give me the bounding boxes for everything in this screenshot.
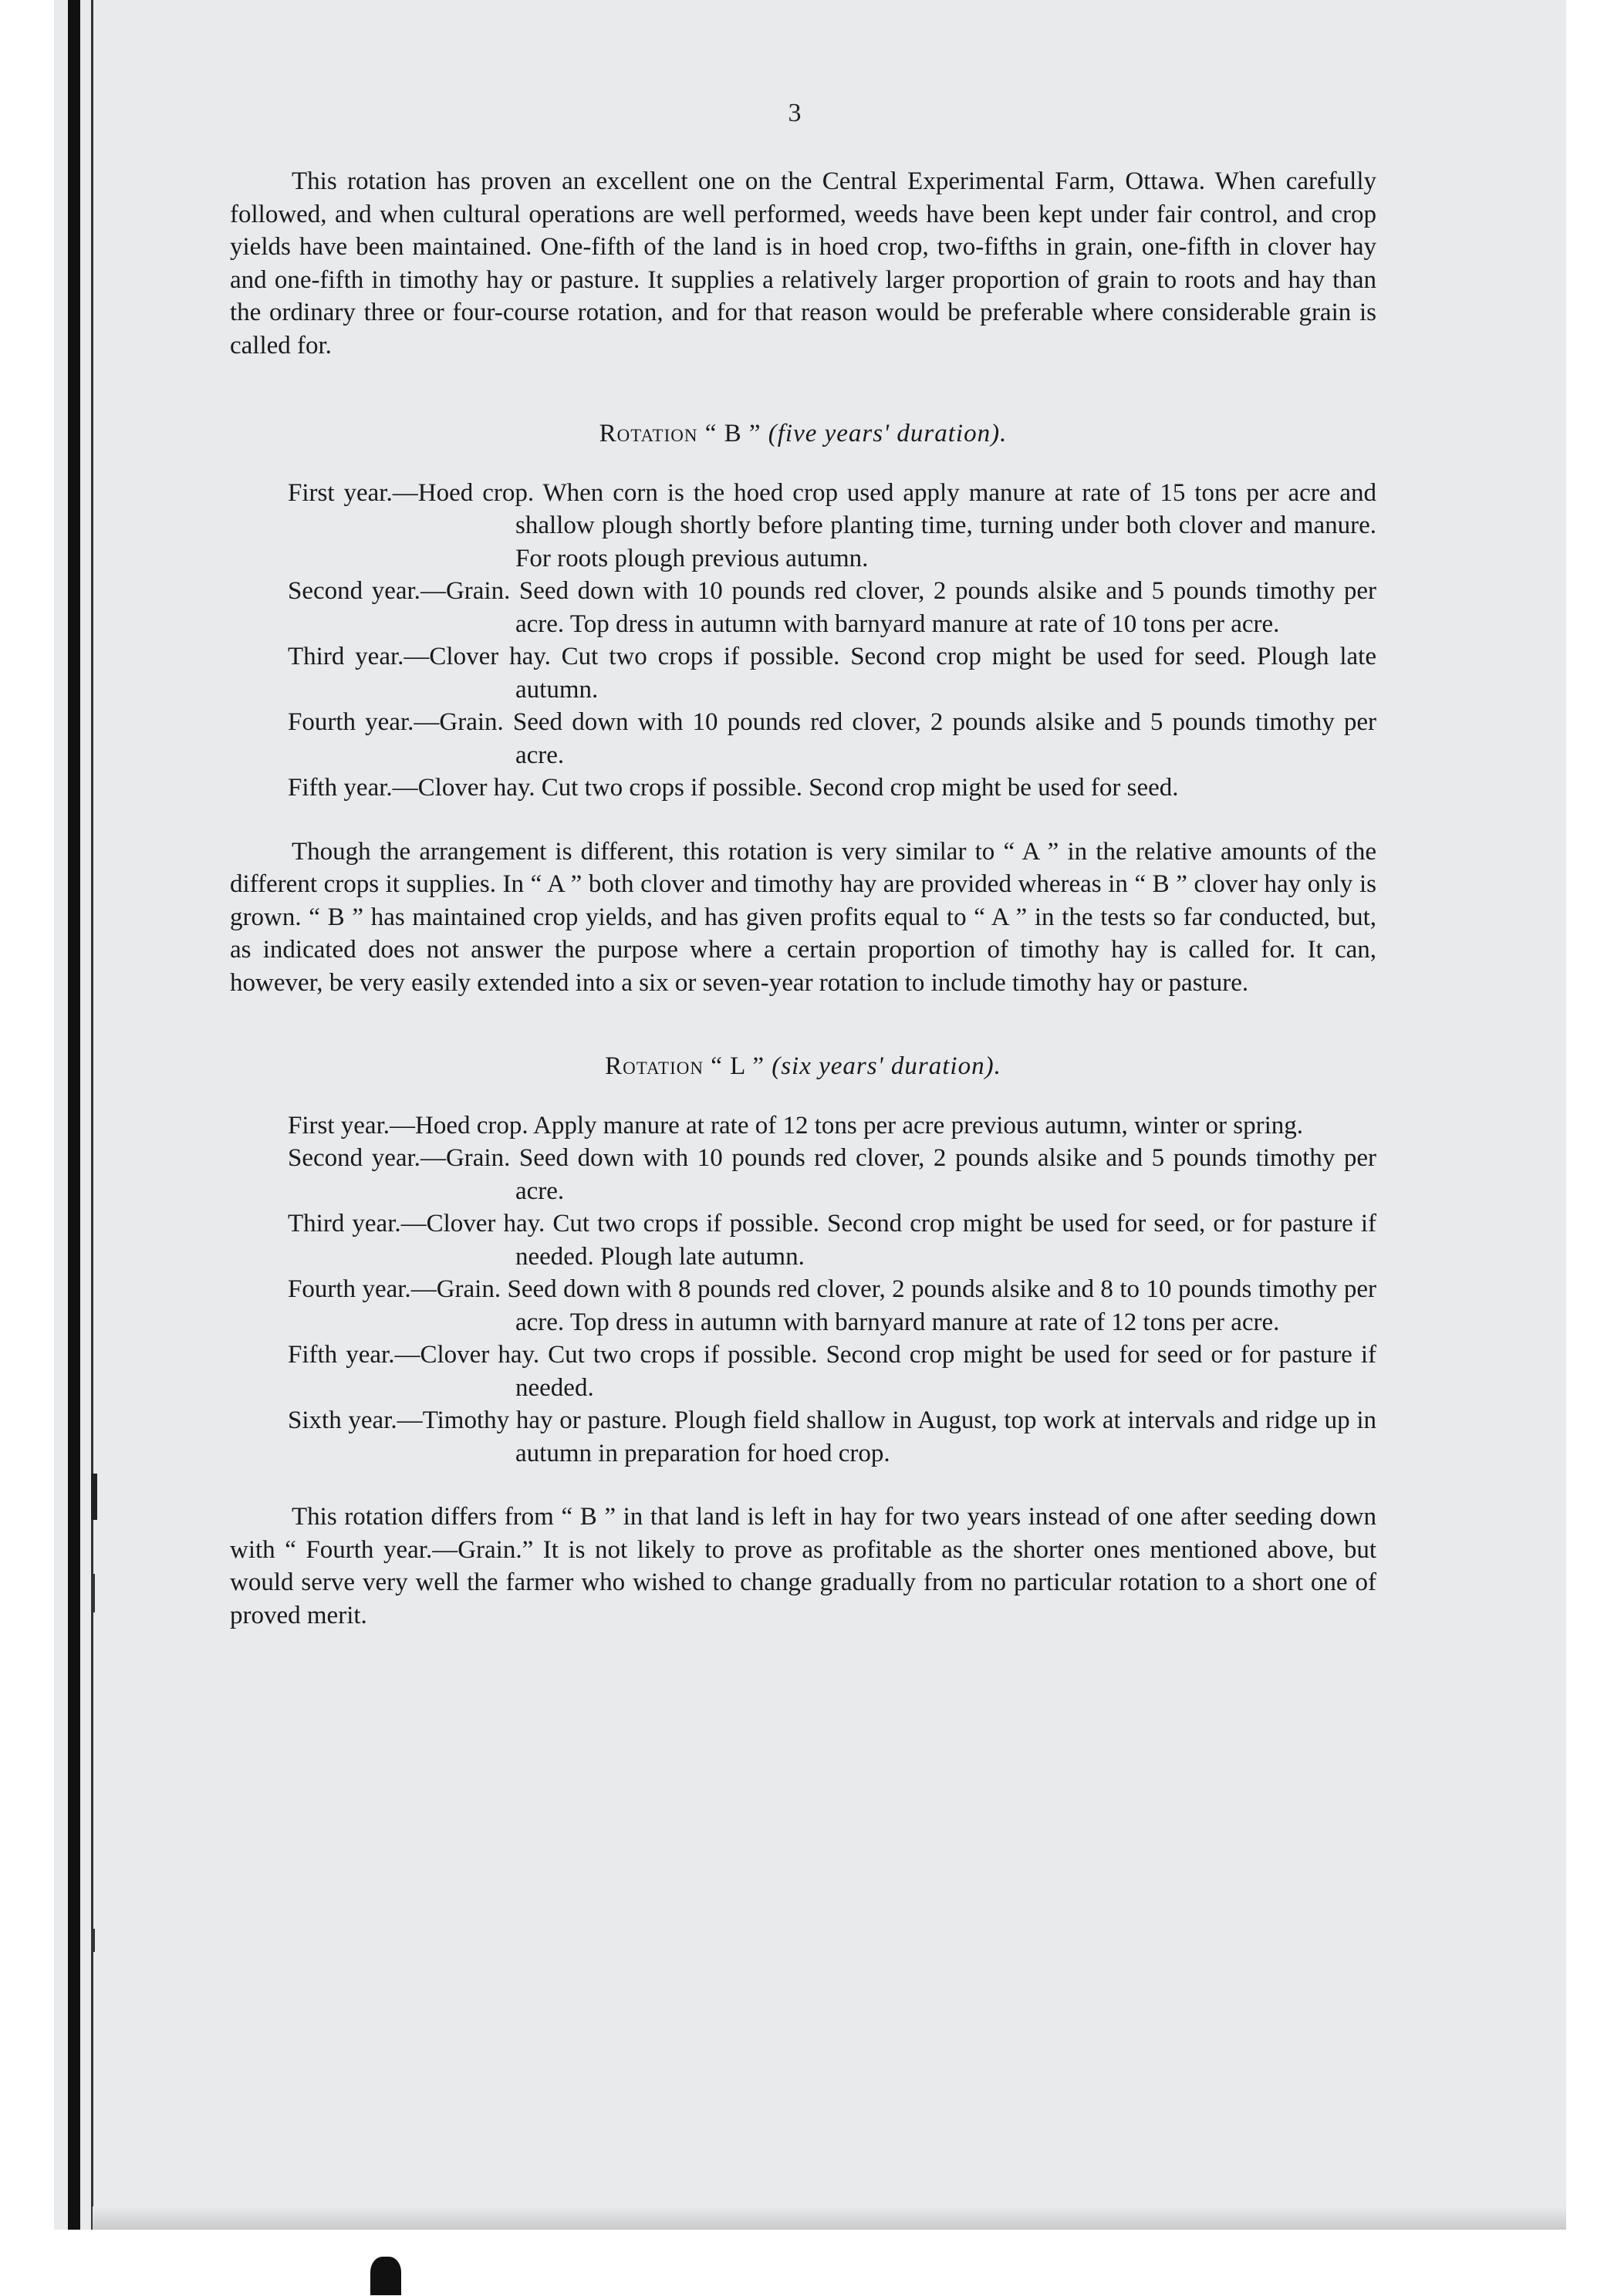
rotation-b-entry [230, 477, 1376, 576]
rotation-b-duration: (five years' duration). [768, 420, 1008, 447]
entry-year-label: Fifth year. [288, 774, 393, 802]
entry-year-label: Third year. [288, 643, 404, 670]
entry-year-label: Third year. [288, 1210, 401, 1237]
left-margin [0, 0, 54, 2296]
rotation-b-entry [230, 575, 1376, 640]
entry-year-label: First year. [288, 478, 393, 507]
rotation-b-entry [230, 706, 1376, 772]
right-margin [1566, 0, 1604, 2296]
rotation-l-entry [230, 1207, 1376, 1273]
entry-text: —Clover hay. Cut two crops if possible. Second crop might be used for seed. Plough late autumn. [404, 643, 1376, 704]
entry-text: —Clover hay. Cut two crops if possible. Second crop might be used for seed, or for pasture if needed. Plough late autumn. [400, 1210, 1376, 1271]
rotation-b-entry [230, 640, 1376, 706]
entry-text: —Clover hay. Cut two crops if possible. Second crop might be used for seed. [392, 774, 1179, 802]
entry-year-label: Fifth year. [288, 1341, 395, 1369]
entry-year-label: Second year. [288, 577, 420, 605]
entry-text: —Timothy hay or pasture. Plough field shallow in August, top work at intervals and ridge up in autumn in preparation for hoed crop. [397, 1406, 1376, 1467]
scan-artifact [91, 1574, 95, 1612]
rotation-l-entries [230, 1109, 1376, 1470]
rotation-b-heading [230, 417, 1376, 451]
entry-year-label: Sixth year. [288, 1406, 397, 1434]
entry-text: —Hoed crop. Apply manure at rate of 12 tons per acre previous autumn, winter or spring. [389, 1111, 1303, 1140]
page-content [230, 165, 1376, 1632]
intro-paragraph: This rotation has proven an excellent one on the Central Experimental Farm, Ottawa. When carefully followed, and when cultural operations are well performed, weeds have been kept under fair control, and crop yields have been maintained. One-fifth of the land is in hoed crop, two-fifths in grain, one-fifth in clover hay and one-fifth in timothy hay or pasture. It supplies a relatively larger proportion of grain to roots and hay than the ordinary three or four-course rotation, and for that reason would be preferable where considerable grain is called for. [230, 167, 1376, 360]
rotation-l-entry [230, 1339, 1376, 1404]
rotation-l-entry [230, 1273, 1376, 1339]
middle-paragraph: Though the arrangement is different, this rotation is very similar to “ A ” in the relative amounts of the different crops it supplies. In “ A ” both clover and timothy hay are provided whereas in “ B ” clover hay only is grown. “ B ” has maintained crop yields, and has given profits equal to “ A ” in the tests so far conducted, but, as indicated does not answer the purpose where a certain proportion of timothy hay is called for. It can, however, be very easily extended into a six or seven-year rotation to include timothy hay or pasture. [230, 837, 1376, 997]
binding-spine [68, 0, 80, 2296]
entry-text: —Grain. Seed down with 10 pounds red clover, 2 pounds alsike and 5 pounds timothy per acre. [420, 1144, 1376, 1205]
entry-text: —Hoed crop. When corn is the hoed crop used apply manure at rate of 15 tons per acre and shallow plough shortly before planting time, turning under both clover and manure. For roots plough previous autumn. [392, 478, 1377, 572]
scan-artifact [91, 1929, 95, 1952]
scan-artifact [91, 1474, 97, 1520]
rotation-l-title: Rotation “ L ” [605, 1052, 765, 1080]
page-number: 3 [788, 99, 802, 127]
entry-text: —Grain. Seed down with 10 pounds red clover, 2 pounds alsike and 5 pounds timothy per acre. Top dress in autumn with barnyard manure at rate of 10 tons per acre. [420, 577, 1376, 638]
entry-text: —Grain. Seed down with 8 pounds red clover, 2 pounds alsike and 8 to 10 pounds timothy per acre. Top dress in autumn with barnyard manure at rate of 12 tons per acre. [410, 1275, 1376, 1336]
entry-year-label: First year. [288, 1111, 390, 1140]
rotation-l-duration: (six years' duration). [772, 1052, 1001, 1080]
rotation-b-entry [230, 772, 1376, 805]
entry-year-label: Fourth year. [288, 1275, 411, 1303]
bottom-margin [0, 2230, 1604, 2296]
rotation-b-title: Rotation “ B ” [599, 420, 761, 447]
page-bottom-shadow [93, 2207, 1566, 2230]
entry-year-label: Second year. [288, 1144, 420, 1172]
rotation-l-entry [230, 1142, 1376, 1207]
entry-text: —Clover hay. Cut two crops if possible. Second crop might be used for seed or for pasture if needed. [394, 1341, 1376, 1402]
closing-paragraph: This rotation differs from “ B ” in that land is left in hay for two years instead of one after seeding down with “ Fourth year.—Grain.” It is not likely to prove as profitable as the shorter ones mentioned above, but would serve very well the farmer who wished to change gradually from no particular rotation to a short one of proved merit. [230, 1503, 1376, 1629]
rotation-l-heading [230, 1050, 1376, 1083]
entry-year-label: Fourth year. [288, 708, 414, 736]
scan-blot [370, 2257, 401, 2295]
rotation-b-entries [230, 477, 1376, 805]
rotation-l-entry [230, 1404, 1376, 1470]
entry-text: —Grain. Seed down with 10 pounds red clover, 2 pounds alsike and 5 pounds timothy per acre. [414, 708, 1376, 769]
rotation-l-entry [230, 1109, 1376, 1143]
